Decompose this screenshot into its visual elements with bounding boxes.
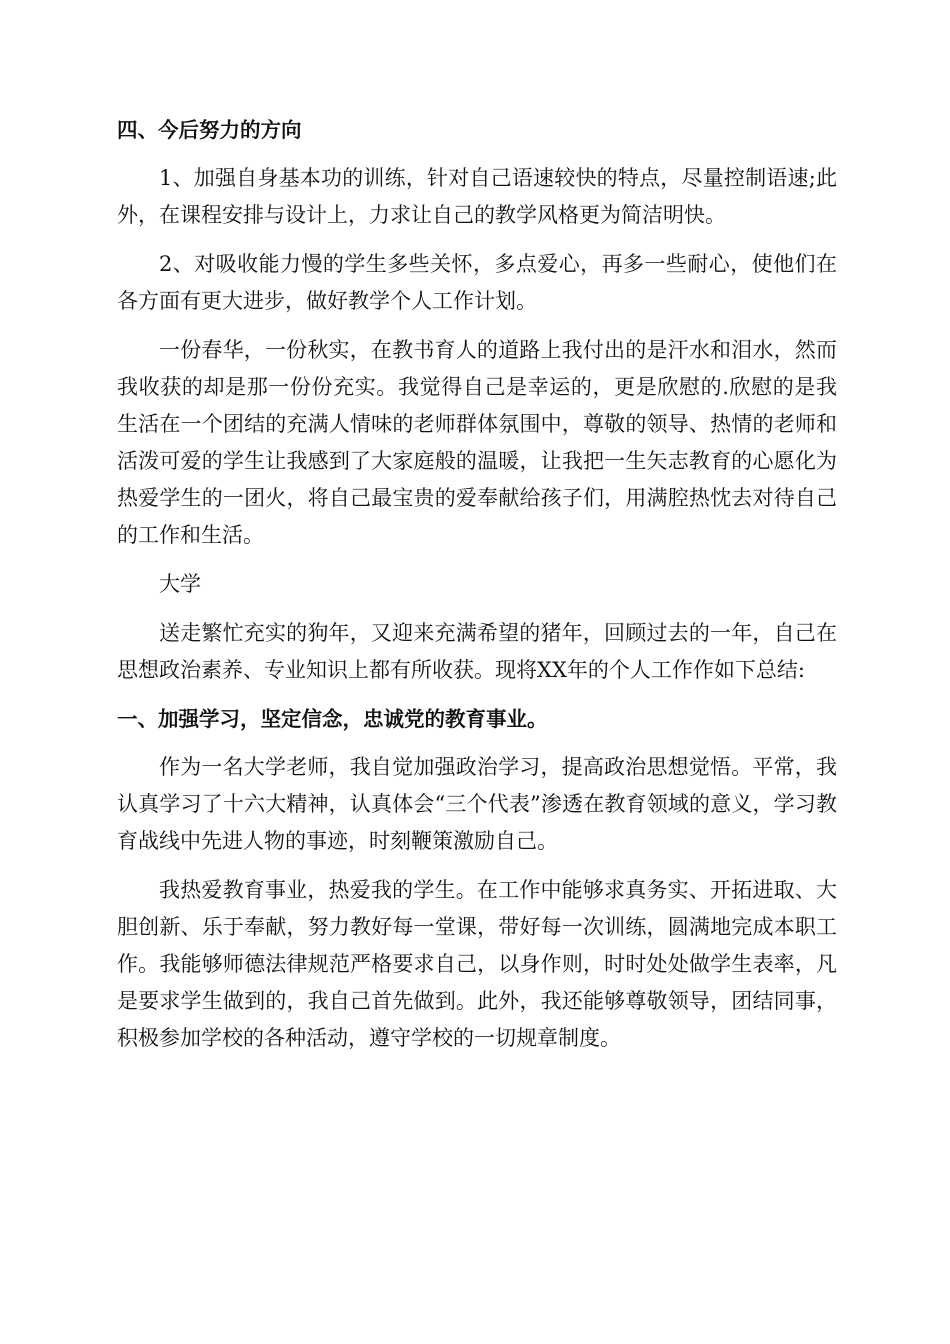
paragraph-study: 作为一名大学老师，我自觉加强政治学习，提高政治思想觉悟。平常，我认真学习了十六大精神，认真体会“三个代表”渗透在教育领域的意义，学习教育战线中先进人物的事迹，时刻鞭策激励自己。 [117,755,837,853]
paragraph-item-2: 2、对吸收能力慢的学生多些关怀，多点爱心，再多一些耐心，使他们在各方面有更大进步，做好教学个人工作计划。 [117,252,837,313]
section-heading-study: 一、加强学习，坚定信念，忠诚党的教育事业。 [117,707,548,731]
paragraph-closing: 一份春华，一份秋实，在教书育人的道路上我付出的是汗水和泪水，然而我收获的却是那一份份充实。我觉得自己是幸运的，更是欣慰的.欣慰的是我生活在一个团结的充满人情味的老师群体氛围中，尊敬的领导、热情的老师和活泼可爱的学生让我感到了大家庭般的温暖，让我把一生矢志教育的心愿化为热爱学生的一团火，将自己最宝贵的爱奉献给孩子们，用满腔热忱去对待自己的工作和生活。 [117,338,837,547]
section-heading-future-direction: 四、今后努力的方向 [117,118,302,142]
paragraph-item-1: 1、加强自身基本功的训练，针对自己语速较快的特点，尽量控制语速;此外，在课程安排与设计上，力求让自己的教学风格更为简洁明快。 [117,166,837,227]
paragraph-intro: 送走繁忙充实的狗年，又迎来充满希望的猪年，回顾过去的一年，自己在思想政治素养、专业知识上都有所收获。现将XX年的个人工作作如下总结: [117,621,837,682]
section-label-university: 大学 [159,572,201,596]
document-page [117,112,837,1069]
paragraph-dedication: 我热爱教育事业，热爱我的学生。在工作中能够求真务实、开拓进取、大胆创新、乐于奉献，努力教好每一堂课，带好每一次训练，圆满地完成本职工作。我能够师德法律规范严格要求自己，以身作则，时时处处做学生表率，凡是要求学生做到的，我自己首先做到。此外，我还能够尊敬领导，团结同事，积极参加学校的各种活动，遵守学校的一切规章制度。 [117,878,837,1050]
